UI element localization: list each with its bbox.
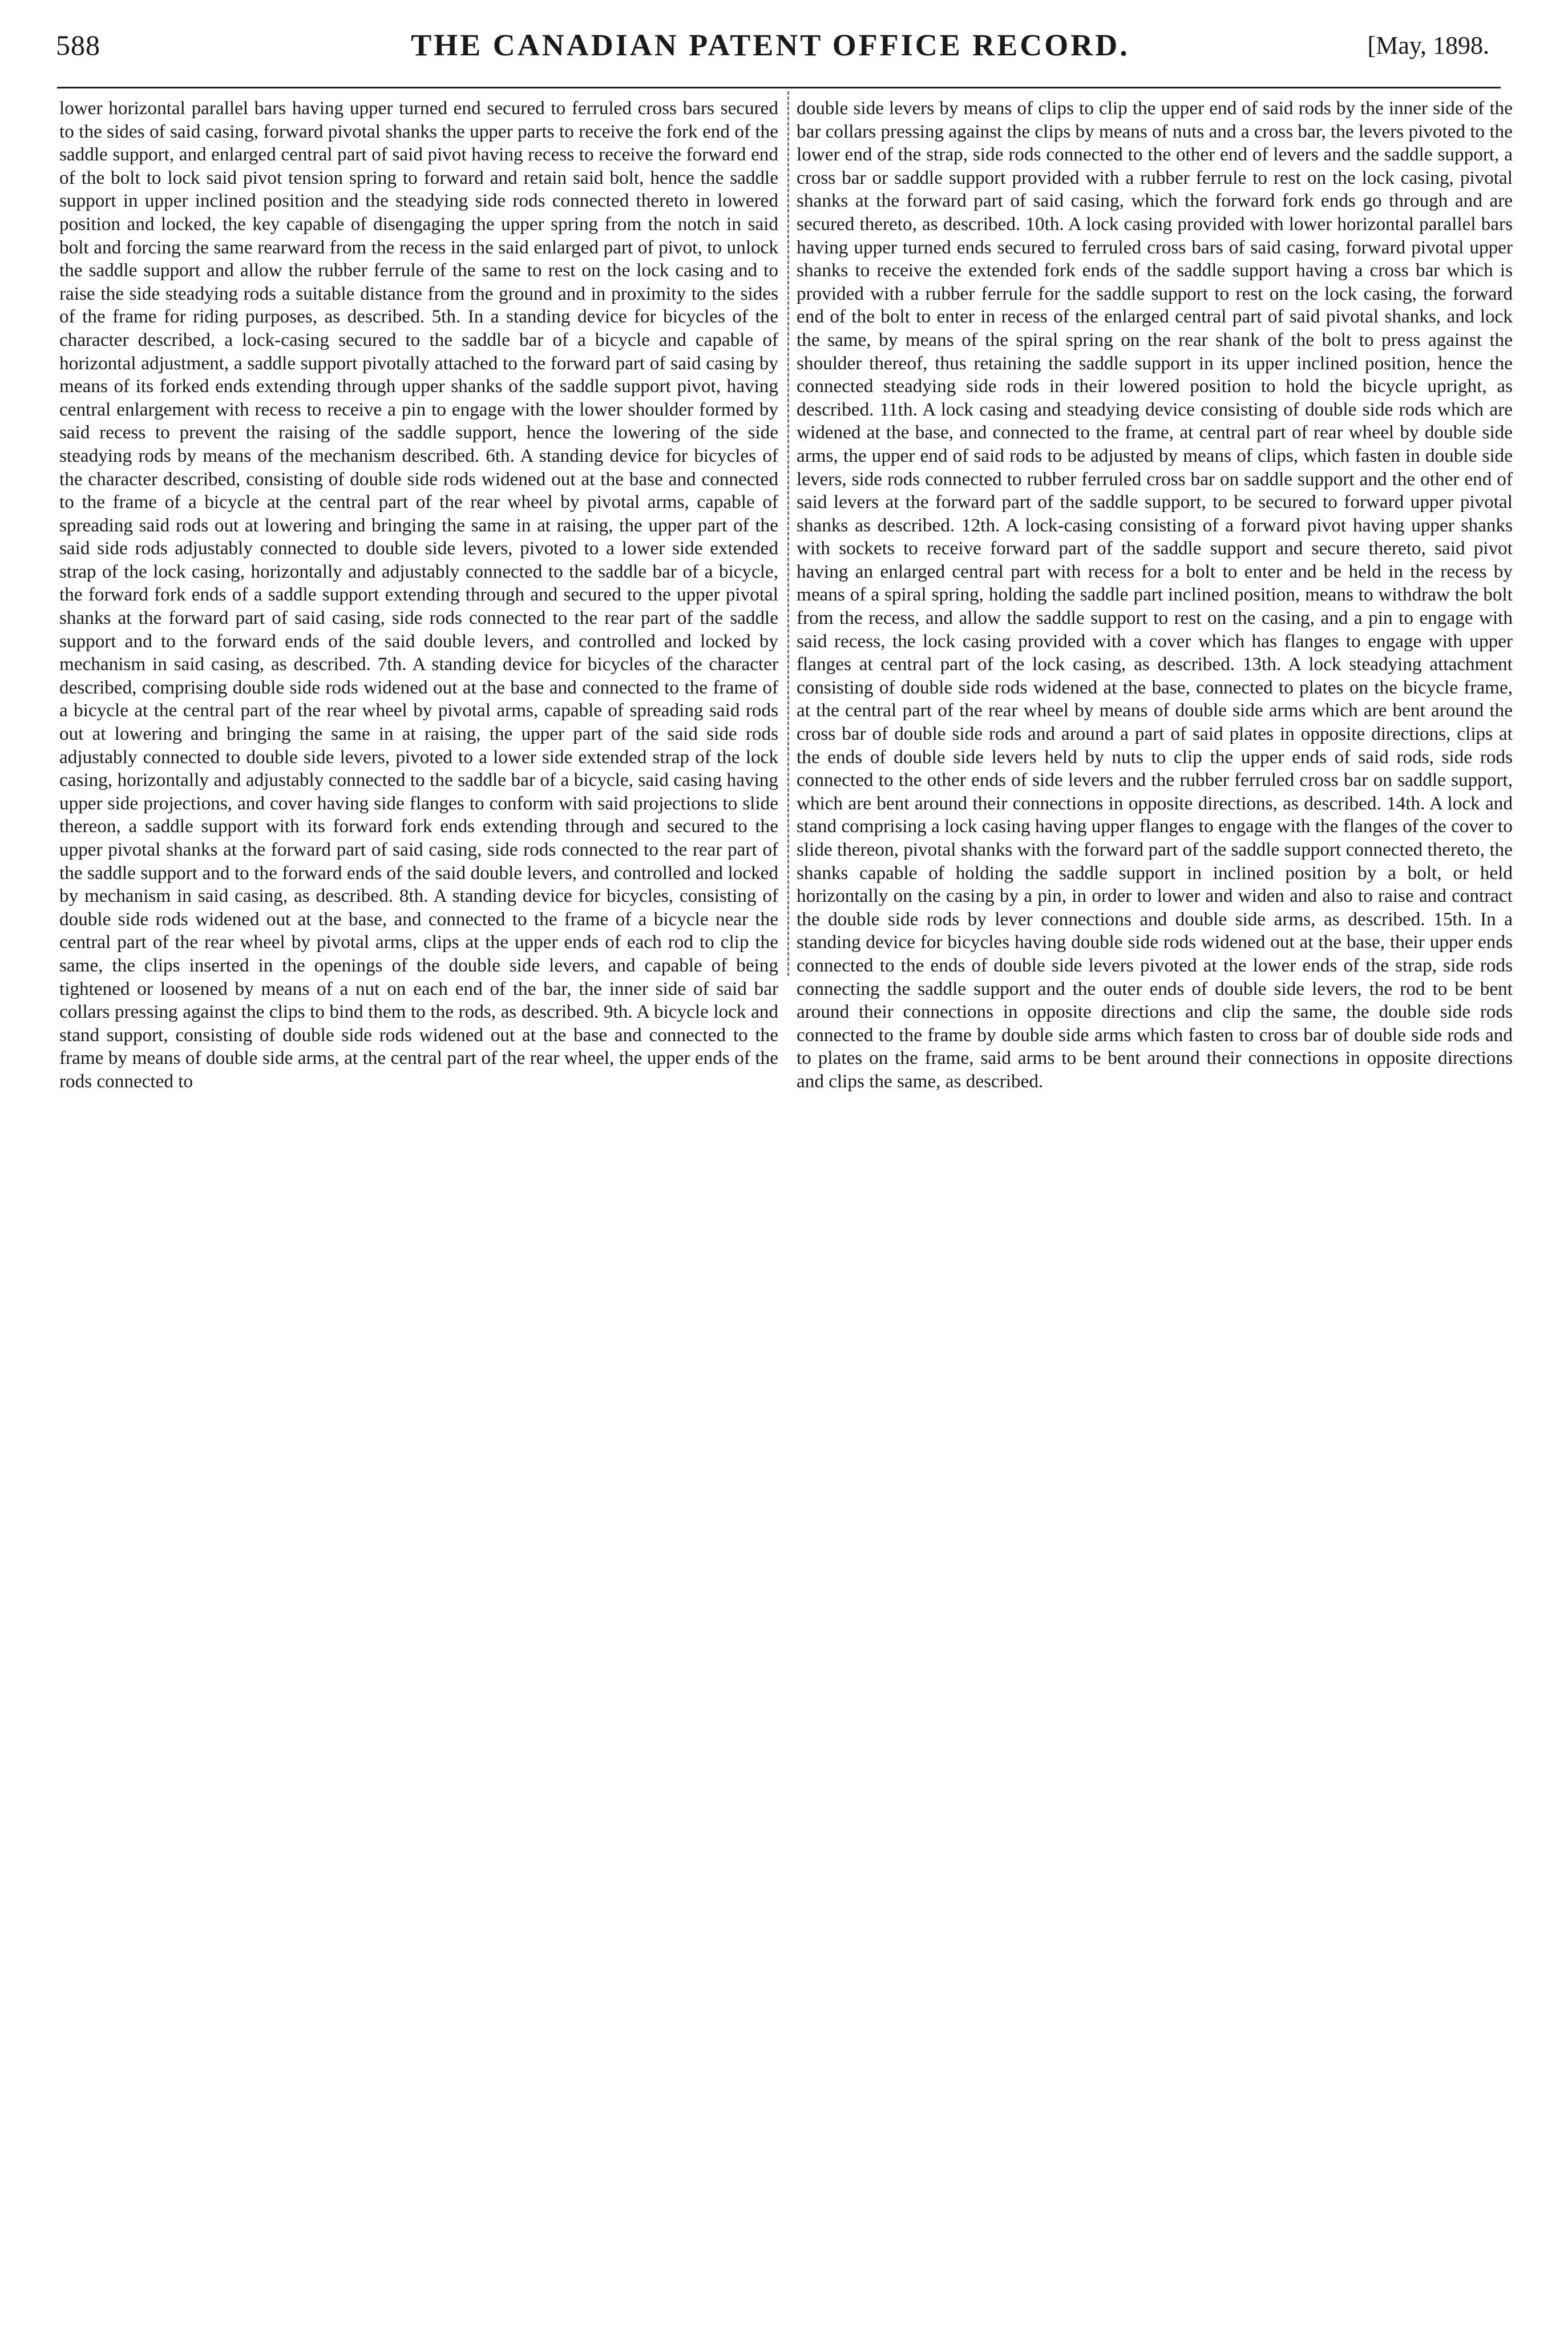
page-number: 588 [56,29,100,61]
header-rule [57,87,1501,88]
right-column-text: double side levers by means of clips to clip the upper end of said rods by the inner side of the bar collars pressing against the clips by means of nuts and a cross bar, the levers pivoted to the lower end of the strap, side rods connected to the other end of levers and the saddle support, a cross bar or saddle support provided with a rubber ferrule to rest on the lock casing, pivotal shanks at the forward part of said casing, which the forward fork ends go through and are secured thereto, as described. 10th. A lock casing provided with lower horizontal parallel bars having upper turned ends secured to ferruled cross bars of said casing, forward pivotal upper shanks to receive the extended fork ends of the saddle support having a cross bar which is provided with a rubber ferrule for the saddle support to rest on the lock casing, the forward end of the bolt to enter in recess of the enlarged central part of said pivotal shanks, and lock the same, by means of the spiral spring on the rear shank of the bolt to press against the shoulder thereof, thus retaining the saddle support in its upper inclined position, hence the connected steadying side rods in their lowered position to hold the bicycle upright, as described. 11th. A lock casing and steadying device consisting of double side rods which are widened at the base, and connected to the frame, at central part of rear wheel by double side arms, the upper end of said rods to be adjusted by means of clips, which fasten in double side levers, side rods connected to rubber ferruled cross bar on saddle support and the other end of said levers at the forward part of the saddle support, to be secured to forward upper pivotal shanks as described. 12th. A lock-casing consisting of a forward pivot having upper shanks with sockets to receive forward part of the saddle support and secure thereto, said pivot having an enlarged central part with recess for a bolt to enter and be held in the recess by means of a spiral spring, holding the saddle part inclined position, means to withdraw the bolt from the recess, and allow the saddle support to rest on the casing, and a pin to engage with said recess, the lock casing provided with a cover which has flanges to engage with upper flanges at central part of the lock casing, as described. 13th. A lock steadying attachment consisting of double side rods widened at the base, connected to plates on the bicycle frame, at the central part of the rear wheel by means of double side arms which are bent around the cross bar of double side rods and around a part of said plates in opposite directions, clips at the ends of double side levers held by nuts to clip the upper ends of said rods, side rods connected to the other ends of side levers and the rubber ferruled cross bar on saddle support, which are bent around their connections in opposite directions, as described. 14th. A lock and stand comprising a lock casing having upper flanges to engage with the flanges of the cover to slide thereon, pivotal shanks with the forward part of the saddle support connected thereto, the shanks capable of holding the saddle support in inclined position by a bolt, or held horizontally on the casing by a pin, in order to lower and widen and also to raise and contract the double side rods by lever connections and double side arms, as described. 15th. In a standing device for bicycles having double side rods widened out at the base, their upper ends connected to the ends of double side levers pivoted at the lower ends of the strap, side rods connecting the saddle support and the outer ends of double side levers, the rod to be bent around their connections in opposite directions and clip the same, the double side rods connected to the frame by double side arms which fasten to cross bar of double side rods and to plates on the frame, said arms to be bent around their connections in opposite directions and clips the same, as described. [797,98,1513,1092]
page-header [51,23,1489,74]
column-divider [787,91,789,976]
issue-date: [May, 1898. [1367,31,1489,59]
left-column-text: lower horizontal parallel bars having upper turned end secured to ferruled cross bars secured to the sides of said casing, forward pivotal shanks the upper parts to receive the fork end of the saddle support, and enlarged central part of said pivot having recess to receive the forward end of the bolt to lock said pivot tension spring to forward and retain said bolt, hence the saddle support in upper inclined position and the steadying side rods connected thereto in lowered position and locked, the key capable of disengaging the upper spring from the notch in said bolt and forcing the same rearward from the recess in the said enlarged part of pivot, to unlock the saddle support and allow the rubber ferrule of the same to rest on the lock casing and to raise the side steadying rods a suitable distance from the ground and in proximity to the sides of the frame for riding purposes, as described. 5th. In a standing device for bicycles of the character described, a lock-casing secured to the saddle bar of a bicycle and capable of horizontal adjustment, a saddle support pivotally attached to the forward part of said casing by means of its forked ends extending through upper shanks of the saddle support pivot, having central enlargement with recess to receive a pin to engage with the lower shoulder formed by said recess to prevent the raising of the saddle support, hence the lowering of the side steadying rods by means of the mechanism described. 6th. A standing device for bicycles of the character described, consisting of double side rods widened out at the base and connected to the frame of a bicycle at the central part of the rear wheel by pivotal arms, capable of spreading said rods out at lowering and bringing the same in at raising, the upper part of the said side rods adjustably connected to double side levers, pivoted to a lower side extended strap of the lock casing, horizontally and adjustably connected to the saddle bar of a bicycle, the forward fork ends of a saddle support extending through and secured to the upper pivotal shanks at the forward part of said casing, side rods connected to the rear part of the saddle support and to the forward ends of the said double levers, and controlled and locked by mechanism in said casing, as described. 7th. A standing device for bicycles of the character described, comprising double side rods widened out at the base and connected to the frame of a bicycle at the central part of the rear wheel by pivotal arms, capable of spreading said rods out at lowering and bringing the same in at raising, the upper part of the said side rods adjustably connected to double side levers, pivoted to a lower side extended strap of the lock casing, horizontally and adjustably connected to the saddle bar of a bicycle, said casing having upper side projections, and cover having side flanges to conform with said projections to slide thereon, a saddle support with its forward fork ends extending through and secured to the upper pivotal shanks at the forward part of said casing, side rods connected to the rear part of the saddle support and to the forward ends of the said double levers, and controlled and locked by mechanism in said casing, as described. 8th. A standing device for bicycles, consisting of double side rods widened out at the base, and connected to the frame of a bicycle near the central part of the rear wheel by pivotal arms, clips at the upper ends of each rod to clip the same, the clips inserted in the openings of the double side levers, and capable of being tightened or loosened by means of a nut on each end of the bar, the inner side of said bar collars pressing against the clips to bind them to the rods, as described. 9th. A bicycle lock and stand support, consisting of double side rods widened out at the base and connected to the frame by means of double side arms, at the central part of the rear wheel, the upper ends of the rods connected to [59,98,778,1092]
journal-title: THE CANADIAN PATENT OFFICE RECORD. [411,28,1130,62]
